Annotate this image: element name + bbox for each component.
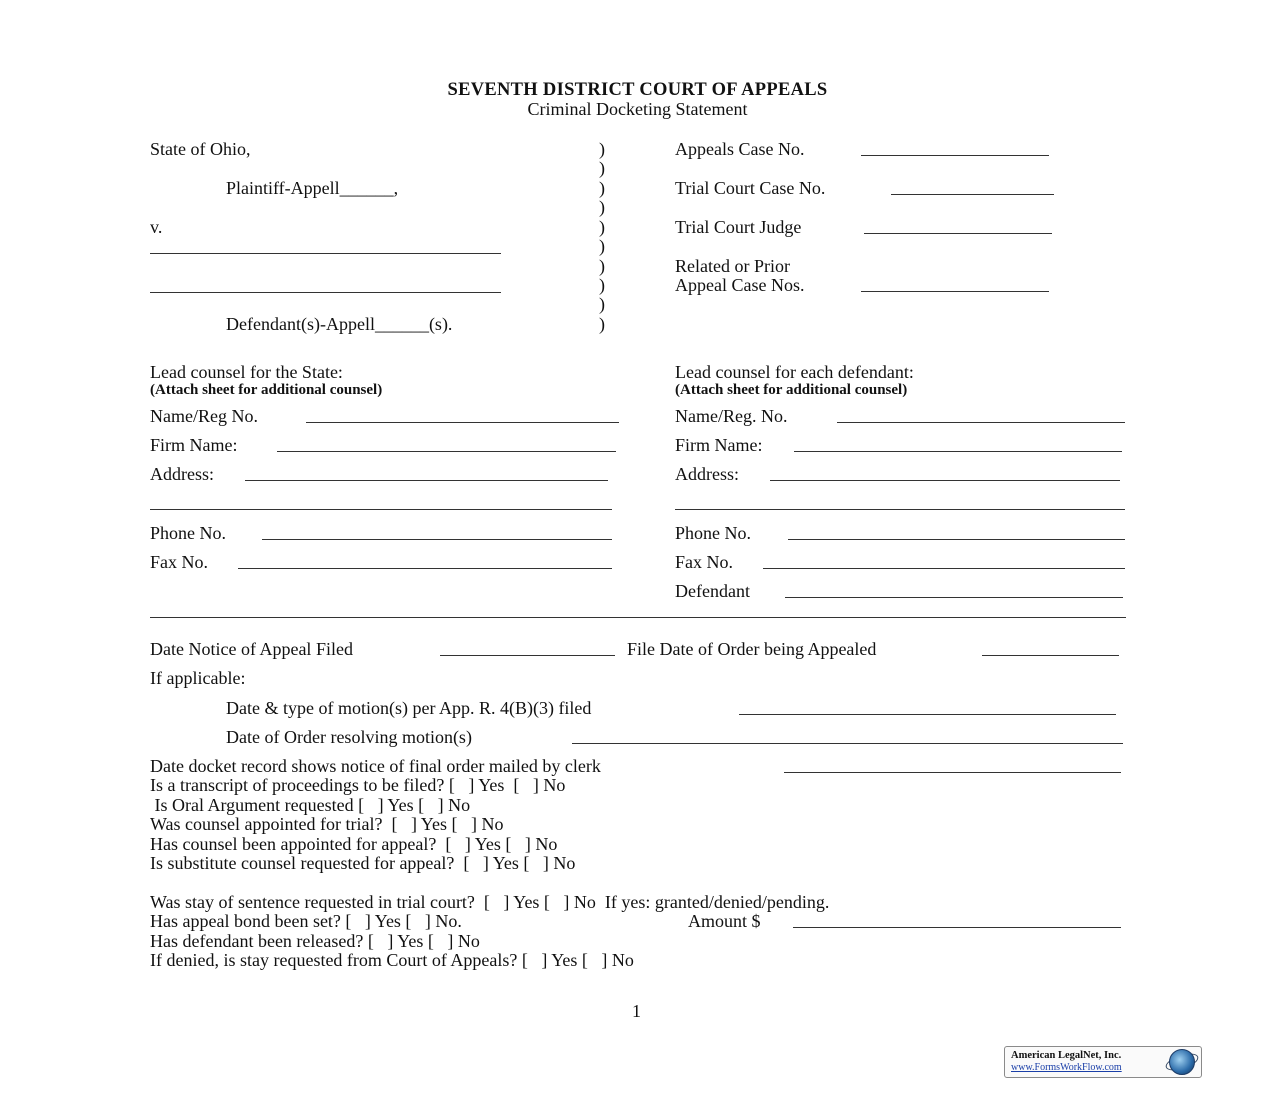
state-name-reg-field[interactable] — [306, 422, 619, 423]
defense-counsel-note: (Attach sheet for additional counsel) — [675, 382, 908, 398]
defendant-name-line-1[interactable] — [150, 253, 501, 254]
notice-of-appeal-filed-label: Date Notice of Appeal Filed — [150, 639, 353, 659]
court-title: SEVENTH DISTRICT COURT OF APPEALS — [447, 80, 828, 100]
caption-paren: ) — [599, 236, 605, 256]
defense-address-field-2[interactable] — [675, 509, 1125, 510]
appeals-case-no-field[interactable] — [861, 155, 1049, 156]
counsel-appeal-question[interactable]: Has counsel been appointed for appeal? [ ] Yes [ ] No — [150, 834, 558, 854]
motion-filed-field[interactable] — [739, 714, 1116, 715]
related-appeal-label: Related or Prior — [675, 256, 790, 276]
logo-url-link[interactable]: www.FormsWorkFlow.com — [1011, 1062, 1122, 1073]
related-appeal-label-cont: Appeal Case Nos. — [675, 275, 805, 295]
form-subtitle: Criminal Docketing Statement — [527, 99, 748, 119]
caption-paren: ) — [599, 178, 605, 198]
state-phone-label: Phone No. — [150, 523, 226, 543]
state-counsel-note: (Attach sheet for additional counsel) — [150, 382, 383, 398]
defense-fax-field[interactable] — [763, 568, 1125, 569]
trial-court-judge-label: Trial Court Judge — [675, 217, 802, 237]
defense-address-field[interactable] — [770, 480, 1120, 481]
trial-court-judge-field[interactable] — [864, 233, 1052, 234]
caption-paren: ) — [599, 256, 605, 276]
order-file-date-field[interactable] — [982, 655, 1119, 656]
defendant-name-line-2[interactable] — [150, 292, 501, 293]
bond-amount-label: Amount $ — [688, 911, 761, 931]
caption-paren: ) — [599, 314, 605, 334]
state-counsel-heading: Lead counsel for the State: — [150, 362, 343, 382]
stay-requested-question[interactable]: Was stay of sentence requested in trial court? [ ] Yes [ ] No If yes: granted/denied/pending. — [150, 892, 830, 912]
caption-paren: ) — [599, 158, 605, 178]
plaintiff-appellee-label: Plaintiff-Appell______, — [226, 178, 399, 198]
caption-paren: ) — [599, 217, 605, 237]
american-legalnet-logo[interactable] — [1004, 1046, 1202, 1078]
caption-paren: ) — [599, 275, 605, 295]
related-appeal-case-nos-field[interactable] — [861, 291, 1049, 292]
defense-name-reg-field[interactable] — [837, 422, 1125, 423]
defense-counsel-heading: Lead counsel for each defendant: — [675, 362, 914, 382]
appeal-bond-question[interactable]: Has appeal bond been set? [ ] Yes [ ] No. — [150, 911, 462, 931]
counsel-trial-question[interactable]: Was counsel appointed for trial? [ ] Yes [ ] No — [150, 814, 504, 834]
state-fax-field[interactable] — [238, 568, 612, 569]
defendant-label: Defendant — [675, 581, 750, 601]
motion-filed-label: Date & type of motion(s) per App. R. 4(B)(3) filed — [226, 698, 592, 718]
caption-paren: ) — [599, 294, 605, 314]
defense-name-reg-label: Name/Reg. No. — [675, 406, 788, 426]
notice-of-appeal-filed-field[interactable] — [440, 655, 615, 656]
if-applicable-label: If applicable: — [150, 668, 246, 688]
page-number: 1 — [632, 1001, 641, 1021]
defense-firm-label: Firm Name: — [675, 435, 763, 455]
defendant-field[interactable] — [785, 597, 1123, 598]
appeals-case-no-label: Appeals Case No. — [675, 139, 805, 159]
globe-icon — [1169, 1049, 1195, 1075]
section-divider-line — [150, 617, 1126, 618]
order-resolving-motion-field[interactable] — [572, 743, 1123, 744]
state-address-field-2[interactable] — [150, 509, 612, 510]
substitute-counsel-question[interactable]: Is substitute counsel requested for appeal? [ ] Yes [ ] No — [150, 853, 576, 873]
trial-court-case-no-label: Trial Court Case No. — [675, 178, 826, 198]
state-of-ohio-label: State of Ohio, — [150, 139, 251, 159]
defense-firm-field[interactable] — [794, 451, 1122, 452]
order-resolving-motion-label: Date of Order resolving motion(s) — [226, 727, 472, 747]
defendant-appellant-label: Defendant(s)-Appell______(s). — [226, 314, 453, 334]
defense-address-label: Address: — [675, 464, 739, 484]
stay-court-of-appeals-question[interactable]: If denied, is stay requested from Court of Appeals? [ ] Yes [ ] No — [150, 950, 634, 970]
caption-paren: ) — [599, 197, 605, 217]
logo-company-name: American LegalNet, Inc. — [1011, 1050, 1122, 1061]
defense-fax-label: Fax No. — [675, 552, 733, 572]
oral-argument-question[interactable]: Is Oral Argument requested [ ] Yes [ ] No — [150, 795, 471, 815]
defendant-released-question[interactable]: Has defendant been released? [ ] Yes [ ] No — [150, 931, 480, 951]
state-firm-field[interactable] — [277, 451, 616, 452]
caption-paren: ) — [599, 139, 605, 159]
trial-court-case-no-field[interactable] — [891, 194, 1054, 195]
defense-phone-field[interactable] — [788, 539, 1125, 540]
state-name-reg-label: Name/Reg No. — [150, 406, 258, 426]
state-phone-field[interactable] — [262, 539, 612, 540]
order-file-date-label: File Date of Order being Appealed — [627, 639, 877, 659]
versus-label: v. — [150, 217, 163, 237]
transcript-question[interactable]: Is a transcript of proceedings to be filed? [ ] Yes [ ] No — [150, 775, 566, 795]
state-address-label: Address: — [150, 464, 214, 484]
bond-amount-field[interactable] — [793, 927, 1121, 928]
docket-record-field[interactable] — [784, 772, 1121, 773]
state-address-field[interactable] — [245, 480, 608, 481]
state-fax-label: Fax No. — [150, 552, 208, 572]
docket-record-label: Date docket record shows notice of final order mailed by clerk — [150, 756, 601, 776]
state-firm-label: Firm Name: — [150, 435, 238, 455]
defense-phone-label: Phone No. — [675, 523, 751, 543]
